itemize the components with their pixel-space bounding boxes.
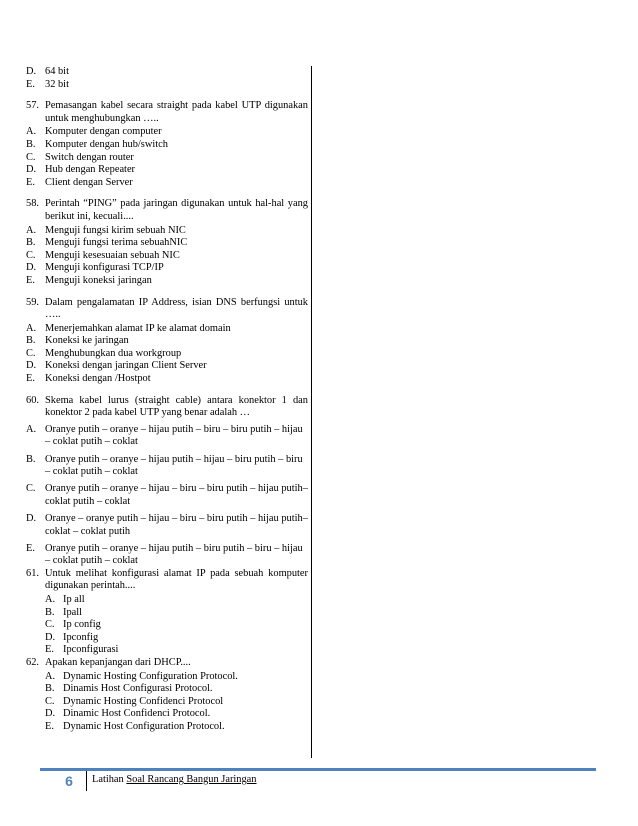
option-text: Oranye putih – oranye – hijau putih – hijau – biru putih – biru – coklat putih – coklat: [45, 453, 303, 478]
option-row: [26, 139, 308, 152]
question-number: 60.: [26, 394, 39, 406]
option-letter: D.: [26, 262, 37, 274]
option-letter: C.: [26, 151, 36, 163]
question-stem: [26, 395, 308, 420]
option-letter: B.: [45, 683, 55, 695]
option-row: [26, 177, 308, 190]
option-row: [26, 360, 308, 373]
option-row: [26, 513, 308, 538]
option-letter: E.: [45, 644, 54, 656]
option-text: Menguji koneksi jaringan: [45, 274, 152, 286]
option-text: Menguji konfigurasi TCP/IP: [45, 262, 164, 274]
question-text: Perintah “PING” pada jaringan digunakan untuk hal-hal yang berikut ini, kecuali....: [45, 198, 308, 222]
question-57: [26, 100, 308, 189]
option-letter: E.: [26, 176, 35, 188]
option-row: [26, 543, 308, 568]
option-text: Ipall: [63, 606, 83, 618]
option-letter: E.: [26, 274, 35, 286]
option-text: 64 bit: [45, 66, 69, 77]
option-row: [26, 262, 308, 275]
question-stem: [26, 297, 308, 322]
option-letter: A.: [26, 423, 37, 435]
option-row: [26, 619, 308, 632]
option-letter: C.: [26, 347, 36, 359]
option-letter: A.: [45, 593, 56, 605]
option-row: [26, 696, 308, 709]
option-row: [26, 721, 308, 734]
option-text: Komputer dengan hub/switch: [45, 138, 168, 150]
option-text: Oranye – oranye putih – hijau – biru – biru putih – hijau putih– coklat – coklat putih: [45, 512, 308, 537]
option-letter: D.: [26, 66, 37, 77]
question-58: [26, 198, 308, 287]
option-text: Dynamic Host Configuration Protocol.: [63, 720, 225, 732]
option-text: Menghubungkan dua workgroup: [45, 347, 182, 359]
option-letter: E.: [26, 373, 35, 385]
option-letter: B.: [26, 138, 36, 150]
option-letter: A.: [26, 322, 37, 334]
question-text: Pemasangan kabel secara straight pada kabel UTP digunakan untuk menghubungkan …..: [45, 100, 308, 124]
option-row: [26, 632, 308, 645]
footer-prefix: Latihan: [92, 774, 127, 785]
option-letter: A.: [45, 670, 56, 682]
question-text: Skema kabel lurus (straight cable) antara konektor 1 dan konektor 2 pada kabel UTP yang benar adalah …: [45, 394, 308, 419]
option-letter: E.: [45, 720, 54, 732]
option-text: Oranye putih – oranye – hijau – biru – biru putih – hijau putih– coklat putih – coklat: [45, 483, 308, 507]
option-row: [26, 126, 308, 139]
option-text: Dynamic Hosting Confidenci Protocol: [63, 695, 224, 707]
option-text: Koneksi dengan jaringan Client Server: [45, 360, 207, 372]
option-text: Client dengan Server: [45, 176, 133, 188]
question-62: [26, 657, 308, 734]
option-row: [26, 483, 308, 508]
question-number: 61.: [26, 567, 39, 579]
option-text: Koneksi dengan /Hostpot: [45, 373, 151, 385]
option-letter: B.: [45, 606, 55, 618]
footer-title-text: Soal Rancang Bangun Jaringan: [126, 774, 257, 785]
question-stem: [26, 657, 308, 670]
option-text: Dinamic Host Confidenci Protocol.: [63, 708, 211, 720]
option-row: [26, 335, 308, 348]
option-text: Dinamis Host Configurasi Protocol.: [63, 683, 213, 695]
option-row: [26, 152, 308, 165]
question-number: 57.: [26, 100, 39, 112]
question-60: [26, 395, 308, 568]
option-row: [26, 671, 308, 684]
option-text: Oranye putih – oranye – hijau putih – biru putih – biru – hijau – coklat putih – coklat: [45, 542, 303, 567]
option-text: Ipconfigurasi: [63, 644, 119, 656]
option-text: 32 bit: [45, 78, 69, 90]
option-letter: B.: [26, 453, 36, 465]
option-row: [26, 644, 308, 657]
footer-rule: [40, 768, 596, 771]
column-divider: [311, 66, 312, 758]
page-number: 6: [65, 773, 73, 789]
option-text: Switch dengan router: [45, 151, 134, 163]
option-letter: D.: [26, 512, 37, 524]
option-text: Komputer dengan computer: [45, 126, 162, 138]
option-letter: E.: [26, 542, 35, 554]
option-letter: C.: [45, 695, 55, 707]
option-row: [26, 164, 308, 177]
option-row: [26, 454, 308, 479]
option-text: Ipconfig: [63, 631, 99, 643]
option-text: Hub dengan Repeater: [45, 164, 136, 176]
question-61: [26, 568, 308, 657]
question-stem: [26, 198, 308, 223]
question-number: 59.: [26, 296, 39, 308]
option-row: [26, 348, 308, 361]
question-stem: [26, 568, 308, 593]
option-row: [26, 323, 308, 336]
option-row: [26, 607, 308, 620]
option-row: [26, 708, 308, 721]
option-text: Oranye putih – oranye – hijau putih – biru – biru putih – hijau – coklat putih – coklat: [45, 423, 303, 448]
question-number: 62.: [26, 656, 39, 668]
option-row: [26, 66, 308, 79]
option-letter: D.: [45, 631, 56, 643]
question-59: [26, 297, 308, 386]
footer-separator: [86, 771, 87, 791]
option-letter: E.: [26, 78, 35, 90]
question-number: 58.: [26, 198, 39, 210]
option-text: Menguji fungsi terima sebuahNIC: [45, 237, 188, 249]
option-row: [26, 79, 308, 92]
prev-question-continuation: [26, 66, 308, 91]
question-text: Apakan kepanjangan dari DHCP....: [45, 656, 191, 668]
option-row: [26, 225, 308, 238]
option-letter: B.: [26, 335, 36, 347]
option-row: [26, 275, 308, 288]
option-row: [26, 594, 308, 607]
option-text: Dynamic Hosting Configuration Protocol.: [63, 670, 238, 682]
option-letter: A.: [26, 224, 37, 236]
option-text: Menguji kesesuaian sebuah NIC: [45, 249, 180, 261]
question-column: [26, 66, 308, 734]
option-letter: D.: [26, 164, 37, 176]
option-row: [26, 424, 308, 449]
question-stem: [26, 100, 308, 125]
option-row: [26, 373, 308, 386]
option-letter: D.: [45, 708, 56, 720]
option-letter: C.: [26, 249, 36, 261]
option-text: Ip config: [63, 619, 101, 631]
option-row: [26, 250, 308, 263]
option-text: Menerjemahkan alamat IP ke alamat domain: [45, 322, 231, 334]
option-text: Menguji fungsi kirim sebuah NIC: [45, 224, 186, 236]
footer-title: [92, 773, 257, 786]
question-text: Untuk melihat konfigurasi alamat IP pada sebuah komputer digunakan perintah....: [45, 567, 308, 592]
option-letter: B.: [26, 237, 36, 249]
option-text: Koneksi ke jaringan: [45, 335, 129, 347]
option-letter: A.: [26, 126, 37, 138]
question-text: Dalam pengalamatan IP Address, isian DNS berfungsi untuk …..: [45, 296, 308, 321]
option-row: [26, 683, 308, 696]
option-row: [26, 237, 308, 250]
option-text: Ip all: [63, 593, 85, 605]
option-letter: C.: [45, 619, 55, 631]
option-letter: C.: [26, 483, 36, 495]
option-letter: D.: [26, 360, 37, 372]
